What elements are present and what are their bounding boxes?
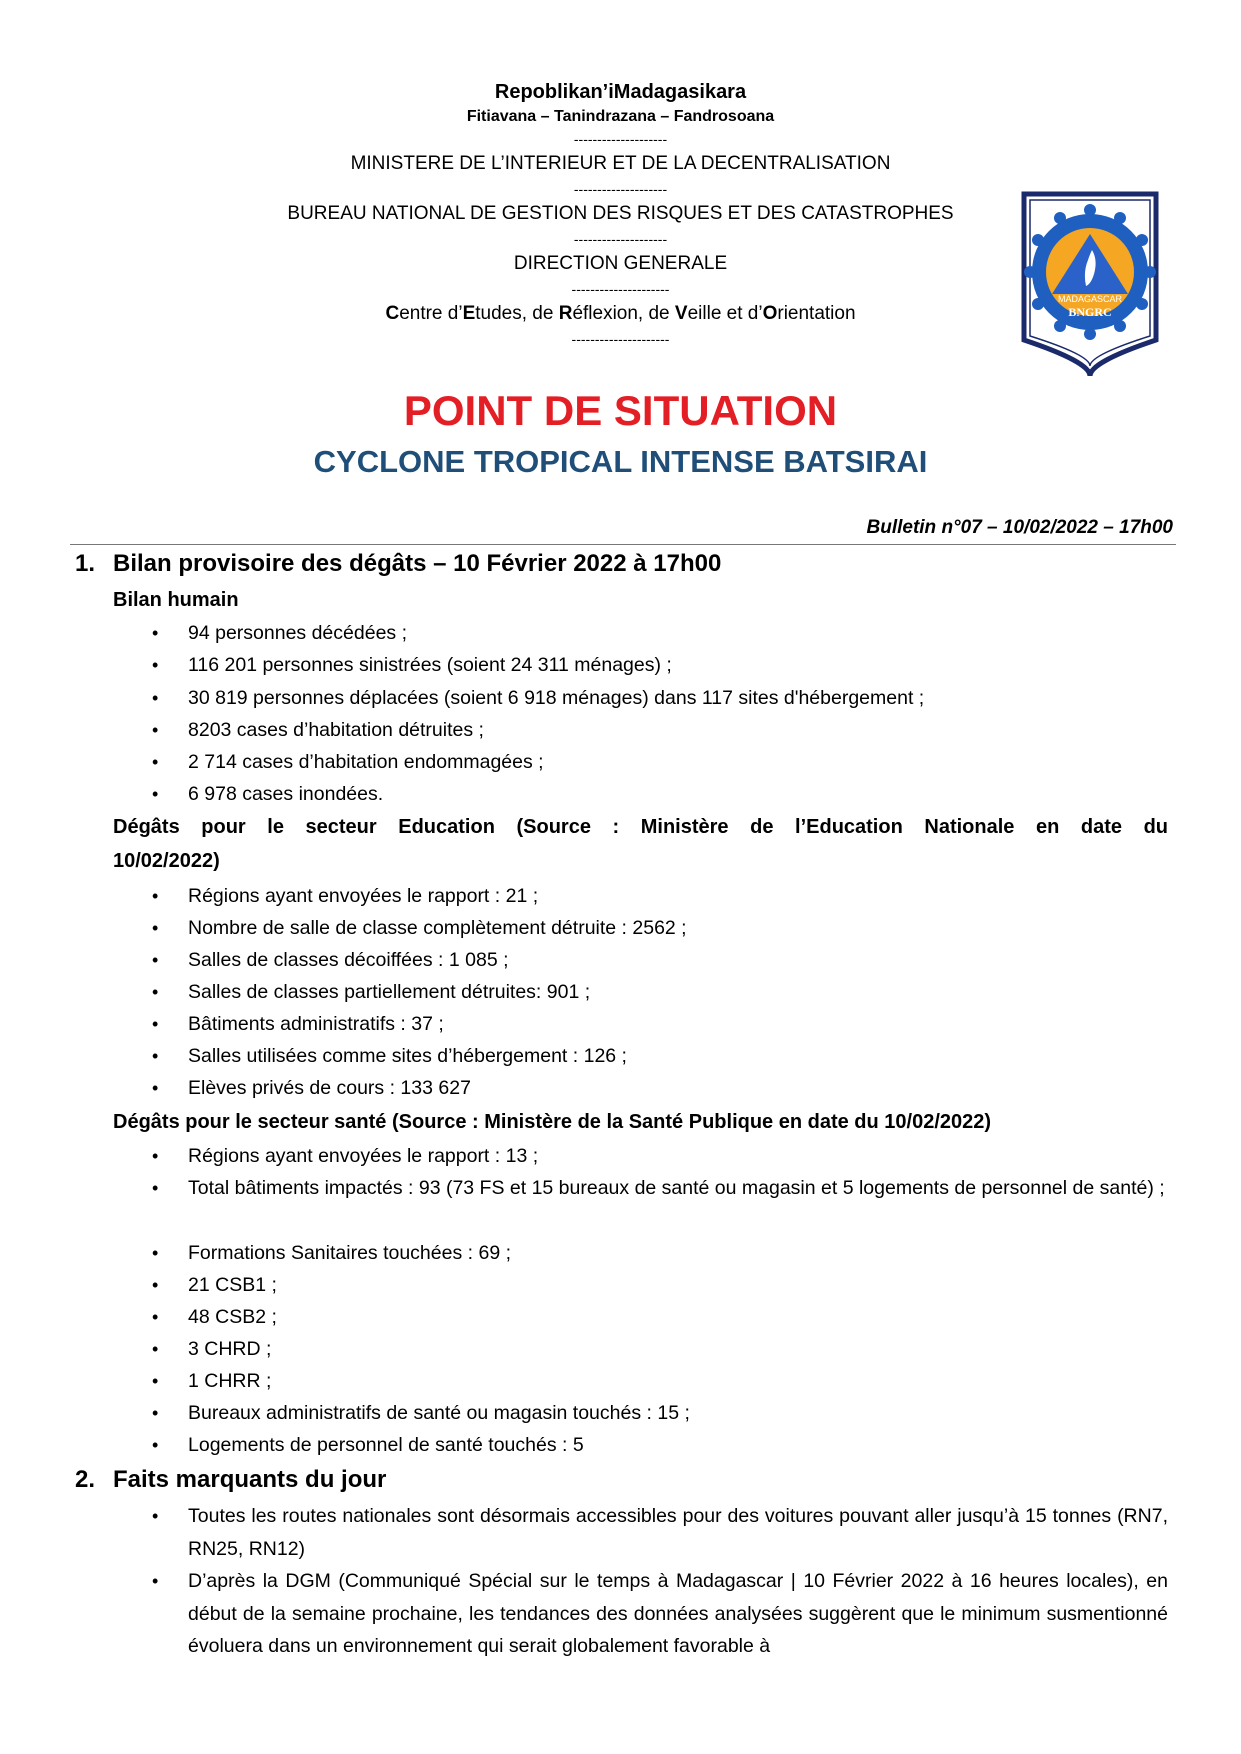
bngrc-logo <box>1020 190 1160 380</box>
list-item: • Bâtiments administratifs : 37 ; <box>188 1008 1168 1041</box>
separator: --------------------- <box>571 331 670 347</box>
separator: -------------------- <box>573 181 668 197</box>
separator: -------------------- <box>573 231 668 247</box>
list-item: • 116 201 personnes sinistrées (soient 24 311 ménages) ; <box>188 649 1168 682</box>
subsection-heading: 10/02/2022) <box>113 850 220 872</box>
republic-name: Repoblikan’iMadagasikara <box>494 81 747 103</box>
list-item: • Salles utilisées comme sites d’hébergement : 126 ; <box>188 1040 1168 1073</box>
horizontal-rule <box>70 544 1176 545</box>
separator: -------------------- <box>573 131 668 147</box>
list-item: • 2 714 cases d’habitation endommagées ; <box>188 746 1168 779</box>
document-subtitle: CYCLONE TROPICAL INTENSE BATSIRAI <box>313 444 928 479</box>
list-item: • Total bâtiments impactés : 93 (73 FS et 15 bureaux de santé ou magasin et 5 logements de personnel de santé) ; <box>188 1172 1168 1205</box>
list-item: • Bureaux administratifs de santé ou magasin touchés : 15 ; <box>188 1397 1168 1430</box>
bulletin-reference: Bulletin n°07 – 10/02/2022 – 17h00 <box>866 517 1173 538</box>
list-item: • Elèves privés de cours : 133 627 <box>188 1072 1168 1105</box>
bureau-name: BUREAU NATIONAL DE GESTION DES RISQUES ET DES CATASTROPHES <box>287 203 954 224</box>
national-motto: Fitiavana – Tanindrazana – Fandrosoana <box>466 108 775 125</box>
list-item: • Nombre de salle de classe complètement détruite : 2562 ; <box>188 912 1168 945</box>
section-title: Bilan provisoire des dégâts – 10 Février 2022 à 17h00 <box>113 550 722 577</box>
subsection-heading: Dégâts pour le secteur santé (Source : Ministère de la Santé Publique en date du 10/02/2022) <box>113 1111 992 1133</box>
list-item: • 94 personnes décédées ; <box>188 617 1168 650</box>
list-item: • 3 CHRD ; <box>188 1333 1168 1366</box>
list-item: • D’après la DGM (Communiqué Spécial sur le temps à Madagascar | 10 Février 2022 à 16 heures locales), en début de la semaine prochaine, les tendances des données analysées suggèrent que le minimum susmentionné évoluera dans un environnement qui serait globalement favorable à <box>188 1565 1168 1663</box>
list-item: • 1 CHRR ; <box>188 1365 1168 1398</box>
list-item: • Formations Sanitaires touchées : 69 ; <box>188 1237 1168 1270</box>
separator: --------------------- <box>571 281 670 297</box>
list-item: • Régions ayant envoyées le rapport : 13 ; <box>188 1140 1168 1173</box>
list-item: • Logements de personnel de santé touchés : 5 <box>188 1429 1168 1462</box>
list-item: • 48 CSB2 ; <box>188 1301 1168 1334</box>
section-number: 1. <box>75 550 96 577</box>
list-item: • 21 CSB1 ; <box>188 1269 1168 1302</box>
list-item: • 8203 cases d’habitation détruites ; <box>188 714 1168 747</box>
svg-text:BNGRC: BNGRC <box>1068 305 1112 319</box>
list-item: • 30 819 personnes déplacées (soient 6 918 ménages) dans 117 sites d'hébergement ; <box>188 682 1168 715</box>
svg-text:MADAGASCAR: MADAGASCAR <box>1057 294 1123 304</box>
centre-name: Centre d’Etudes, de Réflexion, de Veille et d’Orientation <box>385 303 856 324</box>
list-item: • Salles de classes partiellement détruites: 901 ; <box>188 976 1168 1009</box>
section-title: Faits marquants du jour <box>113 1466 387 1493</box>
list-item: • 6 978 cases inondées. <box>188 778 1168 811</box>
list-item: • Salles de classes décoiffées : 1 085 ; <box>188 944 1168 977</box>
direction-name: DIRECTION GENERALE <box>513 253 728 274</box>
document-title: POINT DE SITUATION <box>403 387 838 434</box>
section-number: 2. <box>75 1466 96 1493</box>
subsection-heading: Bilan humain <box>113 589 239 611</box>
ministry-name: MINISTERE DE L’INTERIEUR ET DE LA DECENTRALISATION <box>350 153 891 174</box>
list-item: • Toutes les routes nationales sont désormais accessibles pour des voitures pouvant aller jusqu’à 15 tonnes (RN7, RN25, RN12) <box>188 1500 1168 1565</box>
subsection-heading: Dégâts pour le secteur Education (Source : Ministère de l’Education Nationale en date du <box>113 816 1168 838</box>
list-item: • Régions ayant envoyées le rapport : 21 ; <box>188 880 1168 913</box>
